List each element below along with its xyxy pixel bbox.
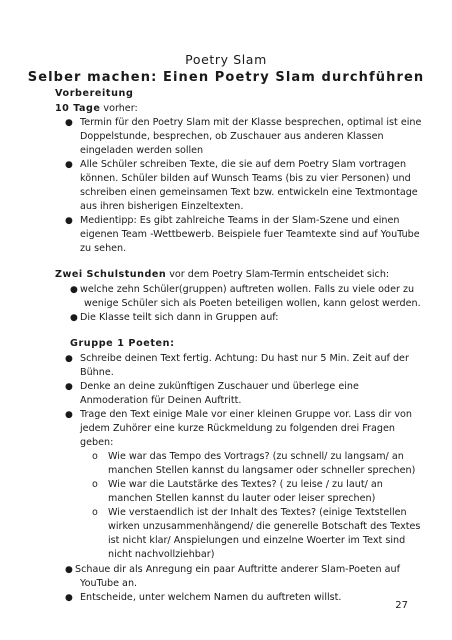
bullet-icon: ● — [65, 382, 73, 392]
list-item-line: Schaue dir als Anregung ein paar Auftritte anderer Slam-Poeten auf — [75, 564, 400, 575]
list-item-line: Die Klasse teilt sich dann in Gruppen auf: — [80, 312, 279, 323]
sub-list-item-line: Wie verstaendlich ist der Inhalt des Textes? (einige Textstellen — [108, 507, 407, 518]
sub-list-item-line: manchen Stellen kannst du langsamer oder schneller sprechen) — [108, 465, 416, 476]
zwei-bold: Zwei Schulstunden — [55, 269, 167, 280]
zwei-rest: vor dem Poetry Slam-Termin entscheidet sich: — [166, 269, 390, 280]
days-before-line — [55, 102, 138, 116]
page-subtitle: Selber machen: Einen Poetry Slam durchführen — [27, 70, 425, 85]
list-item-line: Alle Schüler schreiben Texte, die sie auf dem Poetry Slam vortragen — [80, 159, 407, 170]
sub-bullet-icon: o — [92, 479, 98, 490]
list-item-line: Doppelstunde, besprechen, ob Zuschauer aus anderen Klassen — [80, 131, 384, 142]
list-item-line: können. Schüler bilden auf Wunsch Teams (bis zu vier Personen) und — [80, 173, 411, 184]
list-item-line: YouTube an. — [80, 578, 138, 589]
sub-list-item-line: wirken unzusammenhängend/ die generelle Botschaft des Textes — [108, 521, 421, 532]
list-item-line: Schreibe deinen Text fertig. Achtung: Du hast nur 5 Min. Zeit auf der — [80, 353, 409, 364]
zwei-schulstunden-line — [55, 268, 389, 282]
sub-list-item-line: nicht nachvollziehbar) — [108, 549, 215, 560]
list-item-line: Entscheide, unter welchem Namen du auftreten willst. — [80, 592, 342, 603]
list-item-line: Denke an deine zukünftigen Zuschauer und überlege eine — [80, 381, 359, 392]
list-item-line: Trage den Text einige Male vor einer kleinen Gruppe vor. Lass dir von — [80, 409, 412, 420]
sub-list-item-line: Wie war das Tempo des Vortrags? (zu schnell/ zu langsam/ an — [108, 451, 404, 462]
list-item-line: Bühne. — [80, 367, 114, 378]
section-label-vorbereitung: Vorbereitung — [55, 88, 134, 99]
sub-list-item-line: manchen Stellen kannst du lauter oder leiser sprechen) — [108, 493, 376, 504]
sub-list-item-line: ist nicht klar/ Anspielungen und einzelne Woerter im Text sind — [108, 535, 406, 546]
bullet-icon: ● — [65, 118, 73, 128]
bullet-icon: ● — [70, 285, 78, 295]
list-item-line: zu sehen. — [80, 243, 127, 254]
bullet-icon: ● — [70, 313, 78, 323]
sub-bullet-icon: o — [92, 507, 98, 518]
list-item-line: aus ihren bisherigen Einzeltexten. — [80, 201, 244, 212]
sub-bullet-icon: o — [92, 451, 98, 462]
sub-list-item-line: Wie war die Lautstärke des Textes? ( zu leise / zu laut/ an — [108, 479, 383, 490]
list-item-line: welche zehn Schüler(gruppen) auftreten wollen. Falls zu viele oder zu — [80, 284, 415, 295]
list-item-line: jedem Zuhörer eine kurze Rückmeldung zu folgenden drei Fragen — [80, 423, 395, 434]
bullet-icon: ● — [65, 565, 73, 575]
list-item-line: eingeladen werden sollen — [80, 145, 204, 156]
bullet-icon: ● — [65, 593, 73, 603]
bullet-icon: ● — [65, 216, 73, 226]
list-item-line: wenige Schüler sich als Poeten beteiligen wollen, kann gelost werden. — [84, 298, 421, 309]
days-rest: vorher: — [100, 103, 138, 114]
bullet-icon: ● — [65, 410, 73, 420]
bullet-icon: ● — [65, 160, 73, 170]
list-item-line: Anmoderation für Deinen Auftritt. — [80, 395, 242, 406]
list-item-line: Medientipp: Es gibt zahlreiche Teams in der Slam-Szene und einen — [80, 215, 400, 226]
page-title: Poetry Slam — [185, 52, 267, 67]
list-item-line: eigenen Team -Wettbewerb. Beispiele fuer Teamtexte sind auf YouTube — [80, 229, 420, 240]
list-item-line: geben: — [80, 437, 114, 448]
list-item-line: schreiben einen gemeinsamen Text bzw. entwickeln eine Textmontage — [80, 187, 418, 198]
section-label-gruppe: Gruppe 1 Poeten: — [70, 338, 175, 349]
list-item-line: Termin für den Poetry Slam mit der Klasse besprechen, optimal ist eine — [80, 117, 422, 128]
bullet-icon: ● — [65, 354, 73, 364]
page-number: 27 — [395, 600, 408, 611]
days-bold: 10 Tage — [55, 103, 101, 114]
